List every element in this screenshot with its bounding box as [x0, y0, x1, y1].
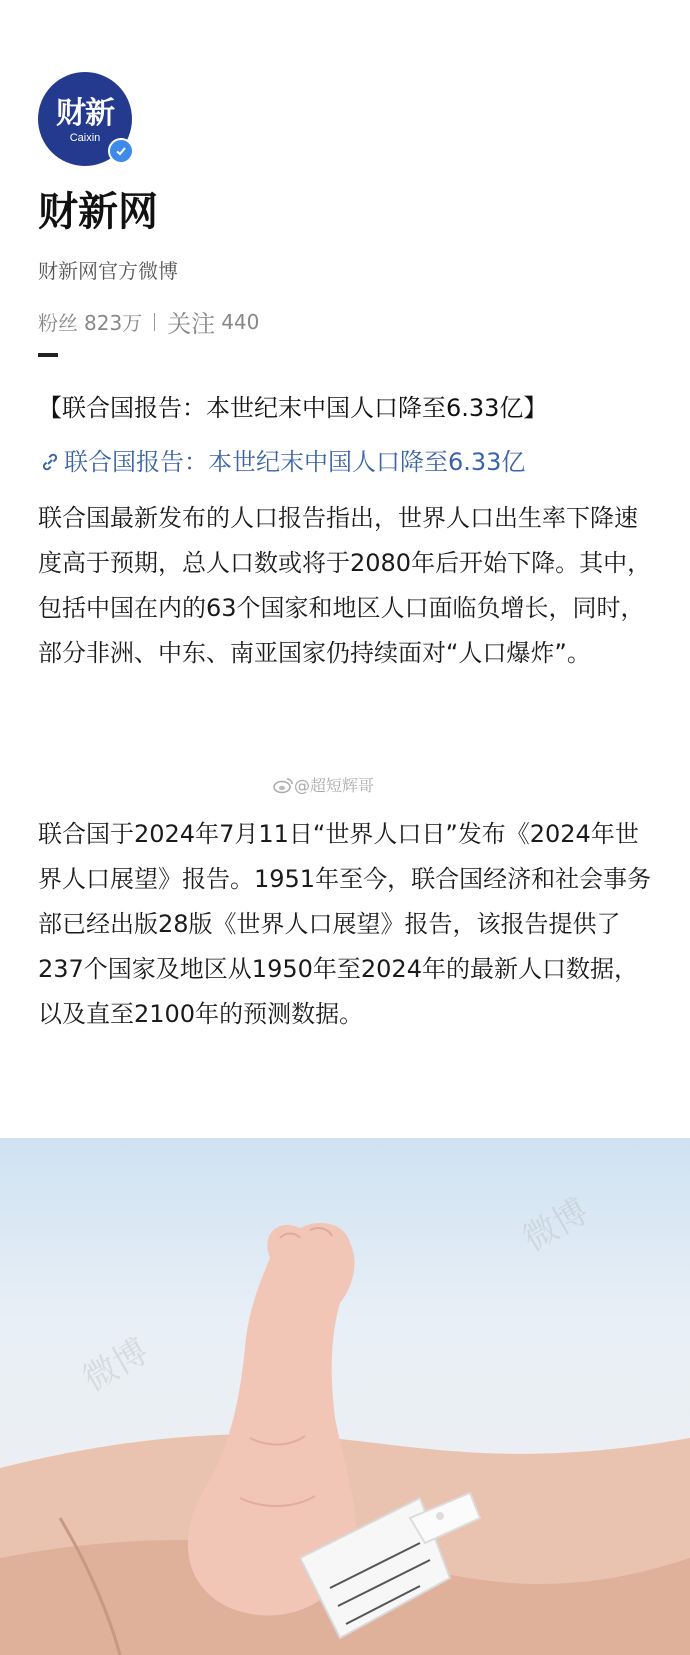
post-paragraph-2: 联合国于2024年7月11日“世界人口日”发布《2024年世界人口展望》报告。1951年至今，联合国经济和社会事务部已经出版28版《世界人口展望》报告，该报告提供了237个国家及地区从1950年至2024年的最新人口数据，以及直至2100年的预测数据。 [38, 820, 652, 1028]
link-icon [38, 450, 62, 474]
follow-label: 关注 [167, 310, 216, 338]
account-stats [38, 304, 658, 339]
profile-header [38, 72, 658, 339]
article-link[interactable] [38, 440, 658, 484]
post-content [38, 386, 658, 676]
account-description: 财新网官方微博 [38, 259, 178, 283]
article-link-text[interactable]: 联合国报告：本世纪末中国人口降至6.33亿 [64, 448, 526, 476]
post-image[interactable] [0, 1138, 690, 1655]
account-name[interactable]: 财新网 [38, 189, 158, 235]
avatar-logo-subtext: Caixin [69, 131, 101, 144]
verified-badge-icon [108, 138, 134, 164]
avatar-logo-text: 财新 [56, 95, 114, 131]
author-watermark-text: @超短辉哥 [294, 776, 375, 795]
follow-count[interactable]: 440 [221, 309, 260, 334]
author-watermark [272, 773, 374, 796]
image-watermark: 微博 [76, 1331, 156, 1400]
weibo-logo-icon [272, 776, 294, 794]
avatar[interactable] [38, 72, 132, 166]
section-divider [38, 353, 58, 357]
fans-count[interactable]: 823万 [84, 311, 143, 335]
image-watermark: 微博 [516, 1191, 596, 1260]
post-title: 【联合国报告：本世纪末中国人口降至6.33亿】 [38, 394, 548, 422]
stats-divider [154, 313, 155, 331]
fans-label: 粉丝 [38, 311, 78, 335]
post-paragraph-1: 联合国最新发布的人口报告指出，世界人口出生率下降速度高于预期，总人口数或将于2080年后开始下降。其中，包括中国在内的63个国家和地区人口面临负增长，同时，部分非洲、中东、南亚国家仍持续面对“人口爆炸”。 [38, 504, 652, 667]
